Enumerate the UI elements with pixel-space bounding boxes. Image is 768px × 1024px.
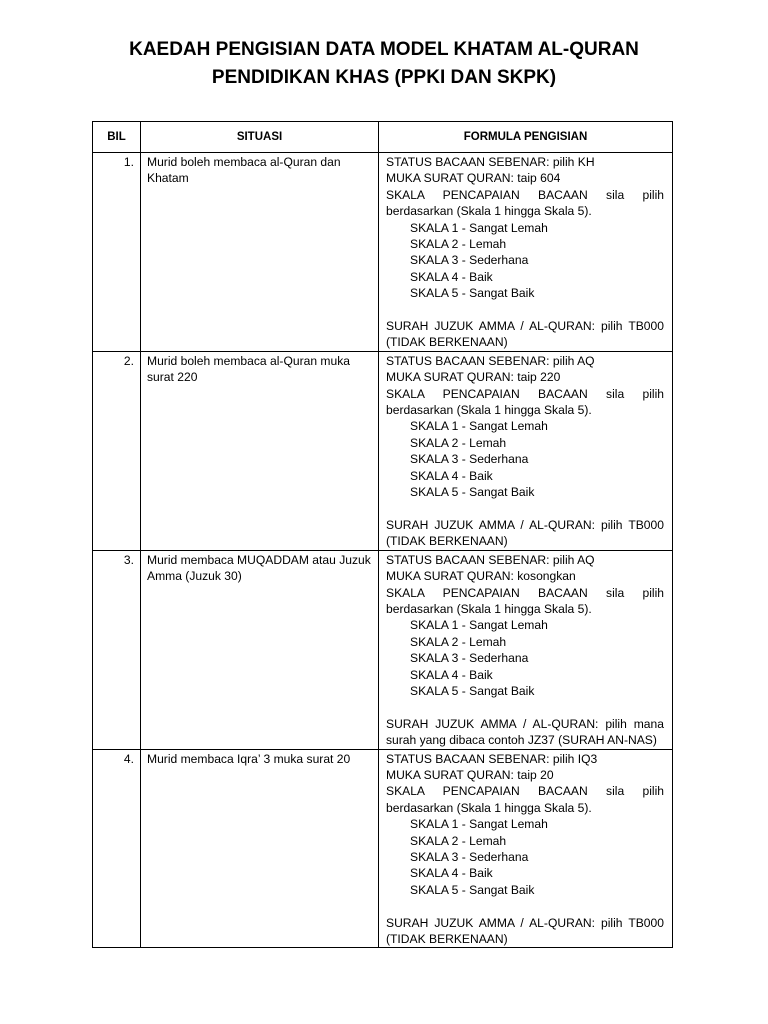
scale-option: SKALA 5 - Sangat Baik [410, 485, 535, 500]
scale-option: SKALA 4 - Baik [410, 667, 493, 682]
page-number-line: MUKA SURAT QURAN: taip 220 [386, 370, 561, 385]
scale-option: SKALA 3 - Sederhana [410, 850, 529, 865]
scale-option: SKALA 3 - Sederhana [410, 452, 529, 467]
header-bil: BIL [93, 122, 141, 153]
table-row [93, 153, 673, 352]
header-formula: FORMULA PENGISIAN [379, 122, 673, 153]
title-line-1: KAEDAH PENGISIAN DATA MODEL KHATAM AL-QURAN [129, 39, 639, 60]
row-number: 1. [93, 153, 141, 352]
surah-line: SURAH JUZUK AMMA / AL-QURAN: pilih TB000 [386, 517, 664, 532]
scale-intro-line: SKALA PENCAPAIAN BACAAN sila pilih [386, 585, 664, 600]
scale-option: SKALA 1 - Sangat Lemah [410, 817, 548, 832]
formula-cell [379, 749, 673, 948]
status-line: STATUS BACAAN SEBENAR: pilih KH [386, 155, 595, 169]
scale-option: SKALA 1 - Sangat Lemah [410, 618, 548, 633]
surah-continuation: surah yang dibaca contoh JZ37 (SURAH AN-NAS) [386, 733, 657, 748]
row-number: 2. [93, 351, 141, 550]
formula-cell [379, 351, 673, 550]
scale-intro-continuation: berdasarkan (Skala 1 hingga Skala 5). [386, 403, 592, 418]
page-number-line: MUKA SURAT QURAN: taip 604 [386, 171, 561, 186]
scale-option: SKALA 2 - Lemah [410, 634, 507, 649]
row-number: 3. [93, 550, 141, 749]
spacer [386, 898, 664, 914]
scale-option: SKALA 1 - Sangat Lemah [410, 419, 548, 434]
scale-intro-line: SKALA PENCAPAIAN BACAAN sila pilih [386, 784, 664, 799]
scale-option: SKALA 2 - Lemah [410, 435, 507, 450]
situation-text: Murid membaca Iqra’ 3 muka surat 20 [141, 749, 379, 948]
table-row [93, 749, 673, 948]
situation-text: Murid boleh membaca al-Quran dan Khatam [141, 153, 379, 352]
table-row [93, 550, 673, 749]
status-line: STATUS BACAAN SEBENAR: pilih AQ [386, 552, 595, 567]
surah-line: SURAH JUZUK AMMA / AL-QURAN: pilih TB000 [386, 319, 664, 334]
situation-text: Murid boleh membaca al-Quran muka surat 220 [141, 351, 379, 550]
spacer [386, 699, 664, 715]
scale-intro-line: SKALA PENCAPAIAN BACAAN sila pilih [386, 386, 664, 401]
page-number-line: MUKA SURAT QURAN: taip 20 [386, 767, 554, 782]
spacer [386, 302, 664, 318]
surah-continuation: (TIDAK BERKENAAN) [386, 932, 508, 947]
title-line-2: PENDIDIKAN KHAS (PPKI DAN SKPK) [211, 67, 557, 88]
scale-intro-continuation: berdasarkan (Skala 1 hingga Skala 5). [386, 204, 592, 219]
status-line: STATUS BACAAN SEBENAR: pilih IQ3 [386, 751, 598, 766]
scale-intro-continuation: berdasarkan (Skala 1 hingga Skala 5). [386, 800, 592, 815]
row-number: 4. [93, 749, 141, 948]
scale-option: SKALA 4 - Baik [410, 269, 493, 284]
procedure-table [92, 121, 673, 948]
status-line: STATUS BACAAN SEBENAR: pilih AQ [386, 353, 595, 368]
surah-line: SURAH JUZUK AMMA / AL-QURAN: pilih mana [386, 716, 664, 731]
surah-line: SURAH JUZUK AMMA / AL-QURAN: pilih TB000 [386, 915, 664, 930]
scale-intro-continuation: berdasarkan (Skala 1 hingga Skala 5). [386, 601, 592, 616]
scale-option: SKALA 5 - Sangat Baik [410, 683, 535, 698]
table-header-row [93, 122, 673, 153]
formula-cell [379, 153, 673, 352]
spacer [386, 501, 664, 517]
page-number-line: MUKA SURAT QURAN: kosongkan [386, 569, 576, 584]
surah-continuation: (TIDAK BERKENAAN) [386, 534, 508, 549]
header-situasi: SITUASI [141, 122, 379, 153]
scale-intro-line: SKALA PENCAPAIAN BACAAN sila pilih [386, 187, 664, 202]
scale-option: SKALA 1 - Sangat Lemah [410, 220, 548, 235]
scale-option: SKALA 3 - Sederhana [410, 651, 529, 666]
scale-option: SKALA 3 - Sederhana [410, 253, 529, 268]
formula-cell [379, 550, 673, 749]
scale-option: SKALA 5 - Sangat Baik [410, 286, 535, 301]
scale-option: SKALA 2 - Lemah [410, 237, 507, 252]
scale-option: SKALA 4 - Baik [410, 866, 493, 881]
scale-option: SKALA 5 - Sangat Baik [410, 882, 535, 897]
scale-option: SKALA 2 - Lemah [410, 833, 507, 848]
surah-continuation: (TIDAK BERKENAAN) [386, 335, 508, 350]
page-title [0, 36, 768, 92]
situation-text: Murid membaca MUQADDAM atau Juzuk Amma (Juzuk 30) [141, 550, 379, 749]
table-row [93, 351, 673, 550]
scale-option: SKALA 4 - Baik [410, 468, 493, 483]
